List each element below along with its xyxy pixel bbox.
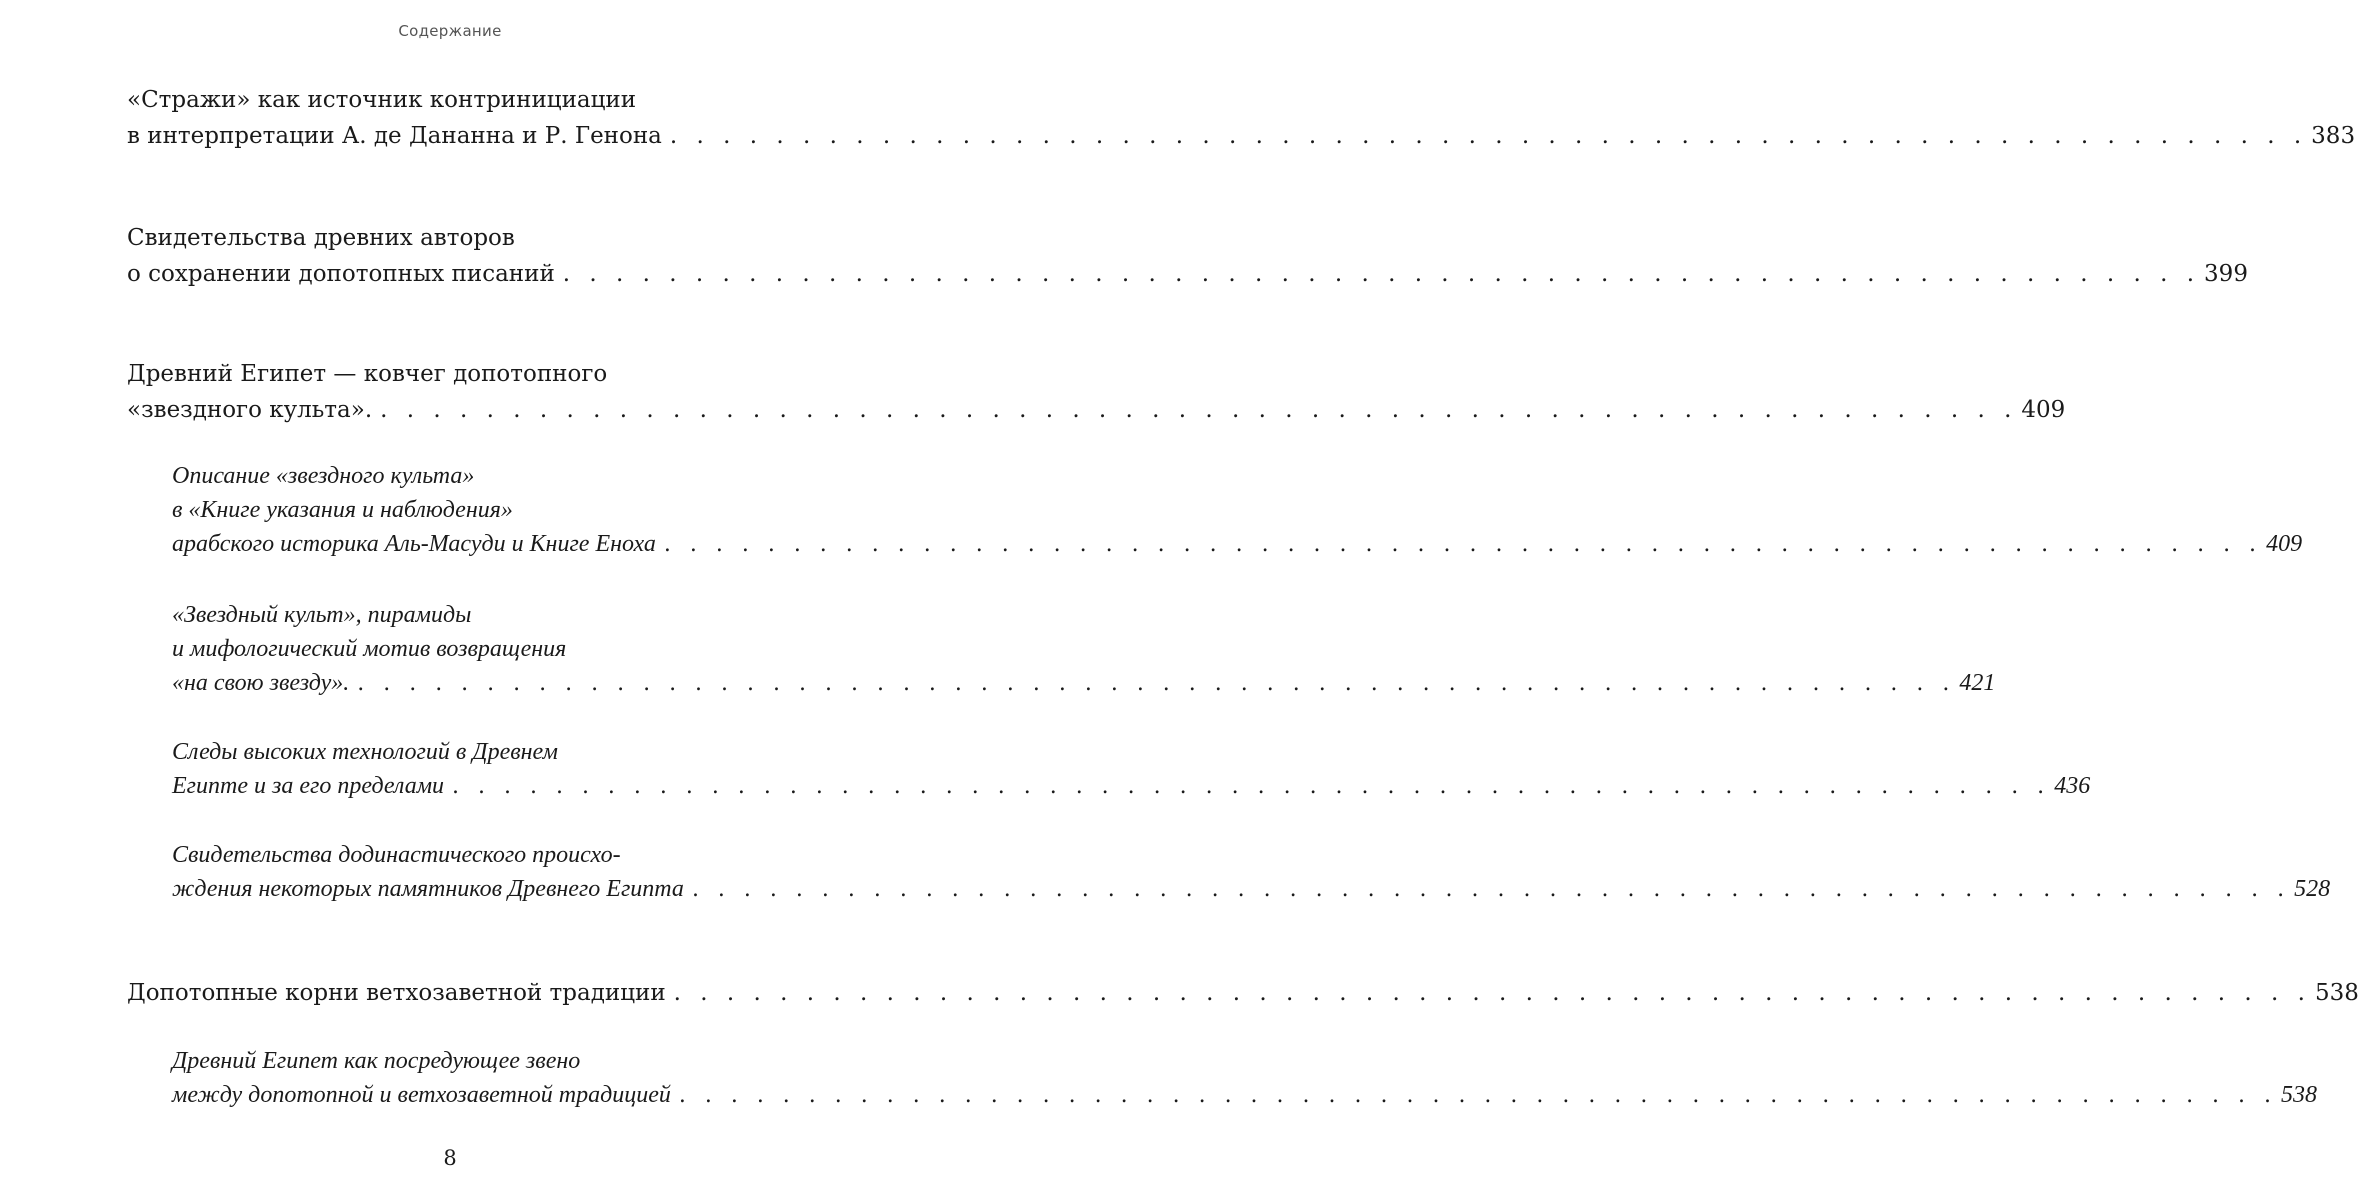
- toc-subentry[interactable]: [172, 598, 1996, 700]
- toc-entry-line: в интерпретации А. де Дананна и Р. Генона: [127, 123, 662, 149]
- toc-entry-line: Следы высоких технологий в Древнем: [172, 739, 558, 765]
- page-number: 399: [2204, 261, 2248, 287]
- toc-subentry[interactable]: [172, 459, 2303, 561]
- toc-subentry[interactable]: [172, 838, 2331, 906]
- page-number: 421: [1959, 670, 1996, 696]
- toc-entry[interactable]: [127, 82, 2356, 154]
- toc-entry-line: Египте и за его пределами: [172, 773, 445, 799]
- page-number: 538: [2314, 980, 2359, 1006]
- toc-entry-line: между допотопной и ветхозаветной традицией: [172, 1082, 671, 1108]
- page-number: 538: [2281, 1082, 2318, 1108]
- toc-subentry[interactable]: [172, 735, 2091, 803]
- toc-entry-line: Допотопные корни ветхозаветной традиции: [127, 980, 666, 1006]
- toc-entry-line: арабского историка Аль-Масуди и Книге Еноха: [172, 531, 656, 557]
- toc-entry[interactable]: [127, 356, 2066, 428]
- toc-entry-line: «звездного культа».: [127, 397, 373, 423]
- dot-leader: . . . . . . . . . . . . . . . . . . . . . . . . . . . . . . . . . . . . . . . . . . . . . . . . . . . . . . . . . . . . . .: [691, 877, 2291, 902]
- toc-entry-line: и мифологический мотив возвращения: [172, 636, 567, 662]
- page-number: 436: [2054, 773, 2091, 799]
- toc-entry-line: «на свою звезду».: [172, 670, 350, 696]
- toc-entry-line: в «Книге указания и наблюдения»: [172, 497, 513, 523]
- dot-leader: . . . . . . . . . . . . . . . . . . . . . . . . . . . . . . . . . . . . . . . . . . . . . . . . . . . . . . . . . . . . . .: [669, 123, 2308, 149]
- toc-entry-line: «Звездный культ», пирамиды: [172, 602, 472, 628]
- toc-entry-line: ждения некоторых памятников Древнего Египта: [172, 876, 684, 902]
- folio-page-number: 8: [443, 1146, 457, 1170]
- dot-leader: . . . . . . . . . . . . . . . . . . . . . . . . . . . . . . . . . . . . . . . . . . . . . . . . . . . . . . . . . . . . . .: [380, 397, 2018, 423]
- toc-entry-line: Древний Египет как посредующее звено: [172, 1048, 581, 1074]
- toc-entry-line: Древний Египет — ковчег допотопного: [127, 361, 608, 387]
- page-number: 528: [2294, 876, 2331, 902]
- toc-subentry[interactable]: [172, 1044, 2318, 1112]
- toc-entry[interactable]: [127, 220, 2248, 292]
- toc-entry-line: Свидетельства древних авторов: [127, 225, 515, 251]
- toc-entry-line: «Стражи» как источник контринициации: [127, 87, 637, 113]
- running-head: Содержание: [398, 22, 502, 40]
- page-number: 383: [2311, 123, 2356, 149]
- page-number: 409: [2021, 397, 2066, 423]
- toc-entry-line: о сохранении допотопных писаний: [127, 261, 555, 287]
- dot-leader: . . . . . . . . . . . . . . . . . . . . . . . . . . . . . . . . . . . . . . . . . . . . . . . . . . . . . . . . . . . . . .: [678, 1083, 2278, 1108]
- dot-leader: . . . . . . . . . . . . . . . . . . . . . . . . . . . . . . . . . . . . . . . . . . . . . . . . . . . . . . . . . . . . . .: [663, 532, 2263, 557]
- dot-leader: . . . . . . . . . . . . . . . . . . . . . . . . . . . . . . . . . . . . . . . . . . . . . . . . . . . . . . . . . . . . . .: [357, 671, 1956, 696]
- dot-leader: . . . . . . . . . . . . . . . . . . . . . . . . . . . . . . . . . . . . . . . . . . . . . . . . . . . . . . . . . . . . . .: [452, 774, 2051, 799]
- toc-entry[interactable]: [127, 975, 2359, 1011]
- page-number: 409: [2266, 531, 2303, 557]
- dot-leader: . . . . . . . . . . . . . . . . . . . . . . . . . . . . . . . . . . . . . . . . . . . . . . . . . . . . . . . . . . . . . .: [673, 980, 2311, 1006]
- toc-entry-line: Описание «звездного культа»: [172, 463, 475, 489]
- dot-leader: . . . . . . . . . . . . . . . . . . . . . . . . . . . . . . . . . . . . . . . . . . . . . . . . . . . . . . . . . . . . . .: [562, 261, 2201, 287]
- toc-entry-line: Свидетельства додинастического происхо-: [172, 842, 621, 868]
